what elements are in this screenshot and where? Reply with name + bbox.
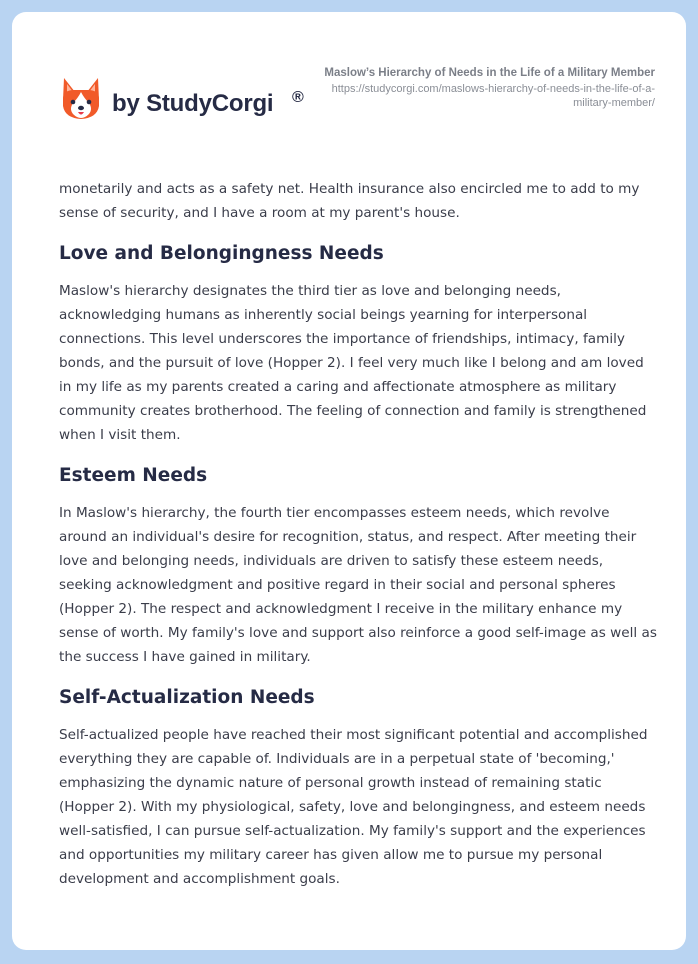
document-meta	[315, 66, 655, 110]
document-page	[12, 12, 686, 950]
studycorgi-logo[interactable]	[60, 76, 304, 122]
registered-mark: ®	[292, 89, 304, 106]
section-body-self-actualization: Self-actualized people have reached their most significant potential and accomplished everything they are capable of. Individuals are in a perpetual state of 'becoming,' emphasizing the dynamic nature of personal growth instead of remaining static (Hopper 2). With my physiological, safety, love and belongingness, and esteem needs well-satisfied, I can pursue self-actualization. My family's support and the experiences and opportunities my military career has given allow me to pursue my personal development and accomplishment goals.	[59, 727, 648, 887]
article-body	[59, 177, 659, 891]
corgi-logo-icon	[60, 76, 102, 122]
section-body-esteem: In Maslow's hierarchy, the fourth tier encompasses esteem needs, which revolve around an individual's desire for recognition, status, and respect. After meeting their love and belonging needs, individuals are driven to satisfy these esteem needs, seeking acknowledgment and positive regard in their social and personal spheres (Hopper 2). The respect and acknowledgment I receive in the military enhance my sense of worth. My family's love and support also reinforce a good self-image as well as the success I have gained in military.	[59, 505, 657, 665]
section-heading-esteem: Esteem Needs	[59, 465, 208, 486]
brand-name: by StudyCorgi	[112, 90, 274, 117]
document-title: Maslow’s Hierarchy of Needs in the Life of a Military Member	[324, 67, 655, 79]
section-heading-love: Love and Belongingness Needs	[59, 243, 384, 264]
intro-paragraph: monetarily and acts as a safety net. Health insurance also encircled me to add to my sense of security, and I have a room at my parent's house.	[59, 181, 640, 221]
section-body-love: Maslow's hierarchy designates the third tier as love and belonging needs, acknowledging humans as inherently social beings yearning for interpersonal connections. This level underscores the importance of friendships, intimacy, family bonds, and the pursuit of love (Hopper 2). I feel very much like I belong and am loved in my life as my parents created a caring and affectionate atmosphere as military community creates brotherhood. The feeling of connection and family is strengthened when I visit them.	[59, 283, 647, 443]
section-heading-self-actualization: Self-Actualization Needs	[59, 687, 315, 708]
document-url[interactable]: https://studycorgi.com/maslows-hierarchy-of-needs-in-the-life-of-a-military-member/	[331, 83, 655, 109]
